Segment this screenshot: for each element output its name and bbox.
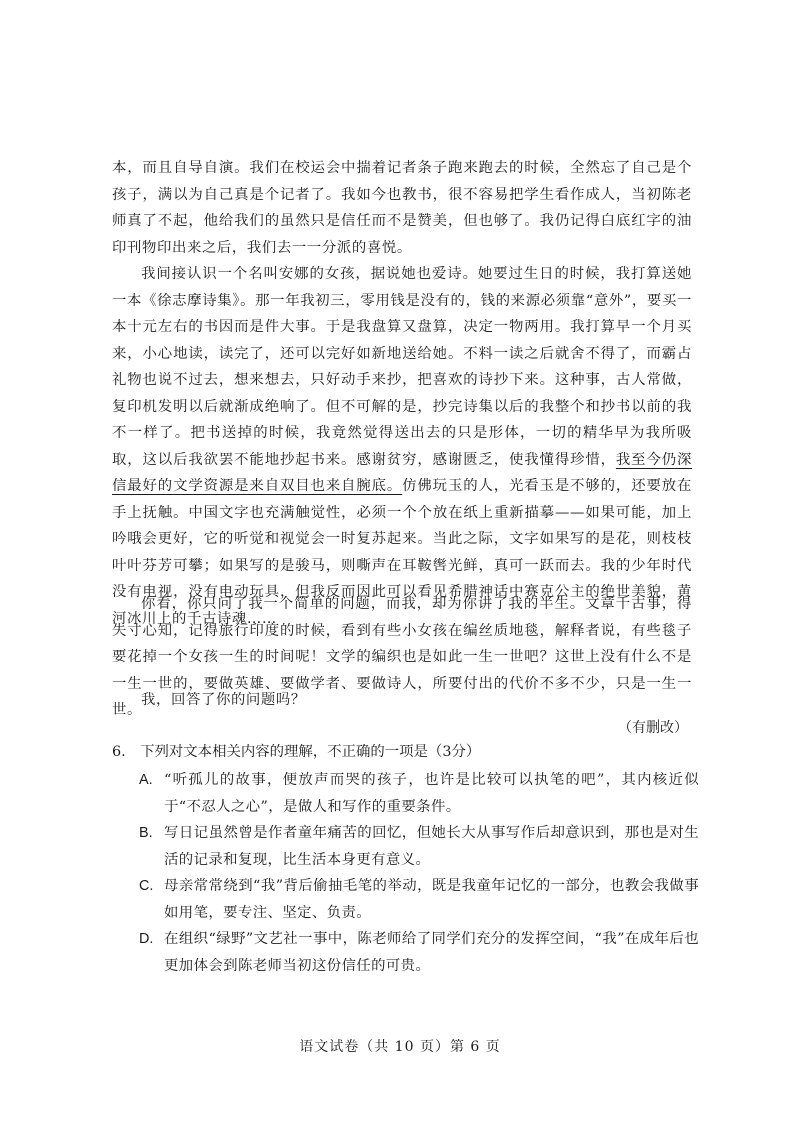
passage-paragraph-2-part-a: 我间接认识一个名叫安娜的女孩，据说她也爱诗。她要过生日的时候，我打算送她一本《徐志摩诗集》。那一年我初三，零用钱是没有的，钱的来源必须靠“意外”，要买一本十元左右的书因而是件大事。于是我盘算又盘算，决定一物两用。我打算早一个月买来，小心地读，读完了，还可以完好如新地送给她。不料一读之后就舍不得了，而霸占礼物也说不过去，想来想去，只好动手来抄，把喜欢的诗抄下来。这种事，古人常做，复印机发明以后就渐成绝响了。但不可解的是，抄完诗集以后的我整个和抄书以前的我不一样了。把书送掉的时候，我竟然觉得送出去的只是形体，一切的精华早为我所吸取，这以后我欲罢不能地抄起书来。感谢贫穷，感谢匮乏，使我懂得珍惜， <box>112 266 692 468</box>
option-a-text: “听孤儿的故事，便放声而哭的孩子，也许是比较可以执笔的吧”，其内核近似于“不忍人之心”，是做人和写作的重要条件。 <box>164 772 699 815</box>
passage-paragraph-1: 本，而且自导自演。我们在校运会中揣着记者条子跑来跑去的时候，全然忘了自己是个孩子，满以为自己真是个记者了。我如今也教书，很不容易把学生看作成人，当初陈老师真了不起，他给我们的虽然只是信任而不是赞美，但也够了。我仍记得白底红字的油印刊物印出来之后，我们去一一分派的喜悦。 <box>112 160 692 256</box>
option-d-label: D. <box>139 931 154 947</box>
passage-paragraph-2-part-b: 仿佛玩玉的人，光看玉是不够的，还要放在手上抚触。中国文字也充满触觉性，必须一个个放在纸上重新描摹——如果可能，加上吟哦会更好，它的听觉和视觉会一时复苏起来。当此之际，文字如果写的是花，则枝枝叶叶芬芳可攀；如果写的是骏马，则嘶声在耳鞍辔光鲜，真可一跃而去。我的少年时代没有电视，没有电动玩具，但我反而因此可以看见希腊神话中赛克公主的绝世美貌，黄河冰川上的千古诗魂…… <box>112 478 692 627</box>
option-c-text: 母亲常常绕到“我”背后偷抽毛笔的举动，既是我童年记忆的一部分，也教会我做事如用笔，要专注、坚定、负责。 <box>164 878 699 921</box>
abridged-note: （有删改） <box>618 720 688 736</box>
option-b-text: 写日记虽然曾是作者童年痛苦的回忆，但她长大从事写作后却意识到，那也是对生活的记录和复现，比生活本身更有意义。 <box>164 825 699 868</box>
option-a-label: A. <box>139 772 153 788</box>
passage-paragraph-3: 你看，你只问了我一个简单的问题，而我，却为你讲了我的半生。文章千古事，得失寸心知，记得旅行印度的时候，看到有些小女孩在编丝质地毯，解释者说，有些毯子要花掉一个女孩一生的时间呢！文学的编织也是如此一生一世吧？这世上没有什么不是一生一世的，要做英雄、要做学者、要做诗人，所要付出的代价不多不少，只是一生一世。 <box>112 596 692 718</box>
option-b-label: B. <box>139 825 153 841</box>
option-c-label: C. <box>139 878 154 894</box>
passage-paragraph-2 <box>112 261 692 632</box>
question-6-stem: 6. 下列对文本相关内容的理解，不正确的一项是（3分） <box>112 744 481 760</box>
page-footer: 语文试卷（共 10 页）第 6 页 <box>299 1039 501 1055</box>
question-6 <box>112 739 702 999</box>
option-d-text: 在组织“绿野”文艺社一事中，陈老师给了同学们充分的发挥空间，“我”在成年后也更加体会到陈老师当初这份信任的可贵。 <box>164 931 699 974</box>
underlined-key-sentence: 我至今仍深信最好的文学资源是来自双目也来自腕底。 <box>112 451 692 494</box>
passage-paragraph-4: 我，回答了你的问题吗？ <box>141 692 306 708</box>
